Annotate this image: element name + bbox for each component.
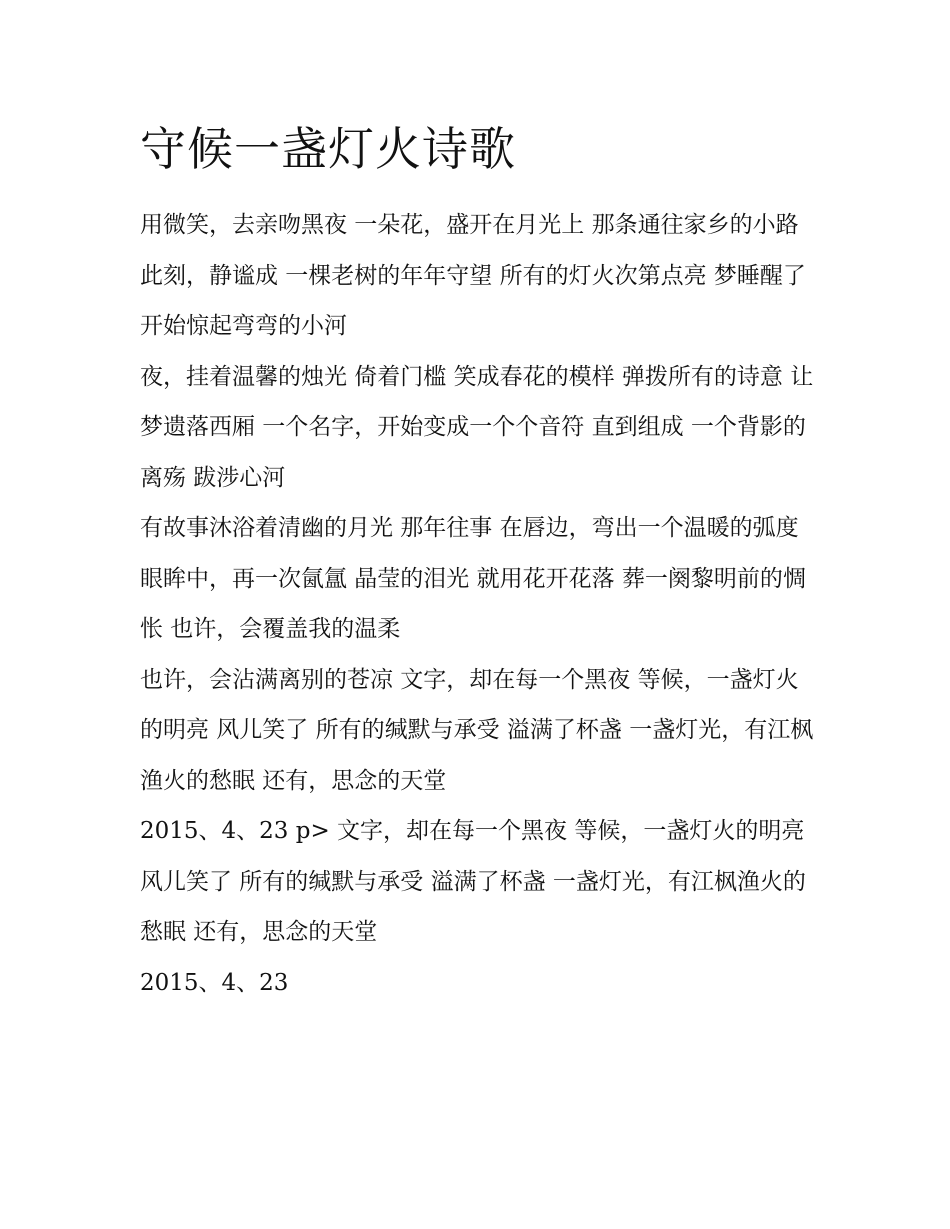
paragraph-5: 2015、4、23 p> 文字，却在每一个黑夜 等候，一盏灯火的明亮 风儿笑了 所有的缄默与承受 溢满了杯盏 一盏灯光，有江枫渔火的愁眠 还有，思念的天堂 bbox=[140, 818, 806, 945]
document-title: 守候一盏灯火诗歌 bbox=[140, 122, 516, 176]
paragraph-2: 夜，挂着温馨的烛光 倚着门槛 笑成春花的模样 弹拨所有的诗意 让梦遗落西厢 一个名字，开始变成一个个音符 直到组成 一个背影的离殇 跋涉心河 bbox=[140, 363, 814, 491]
date-line: 2015、4、23 bbox=[140, 969, 289, 996]
document-body bbox=[140, 118, 815, 1008]
paragraph-3: 有故事沐浴着清幽的月光 那年往事 在唇边，弯出一个温暖的弧度 眼眸中，再一次氤氲 晶莹的泪光 就用花开花落 葬一阕黎明前的惆怅 也许，会覆盖我的温柔 bbox=[140, 515, 806, 642]
paragraph-1: 用微笑，去亲吻黑夜 一朵花，盛开在月光上 那条通往家乡的小路 此刻，静谧成 一棵老树的年年守望 所有的灯火次第点亮 梦睡醒了 开始惊起弯弯的小河 bbox=[140, 212, 806, 339]
paragraph-4: 也许，会沾满离别的苍凉 文字，却在每一个黑夜 等候，一盏灯火的明亮 风儿笑了 所有的缄默与承受 溢满了杯盏 一盏灯光，有江枫渔火的愁眠 还有，思念的天堂 bbox=[140, 666, 814, 794]
